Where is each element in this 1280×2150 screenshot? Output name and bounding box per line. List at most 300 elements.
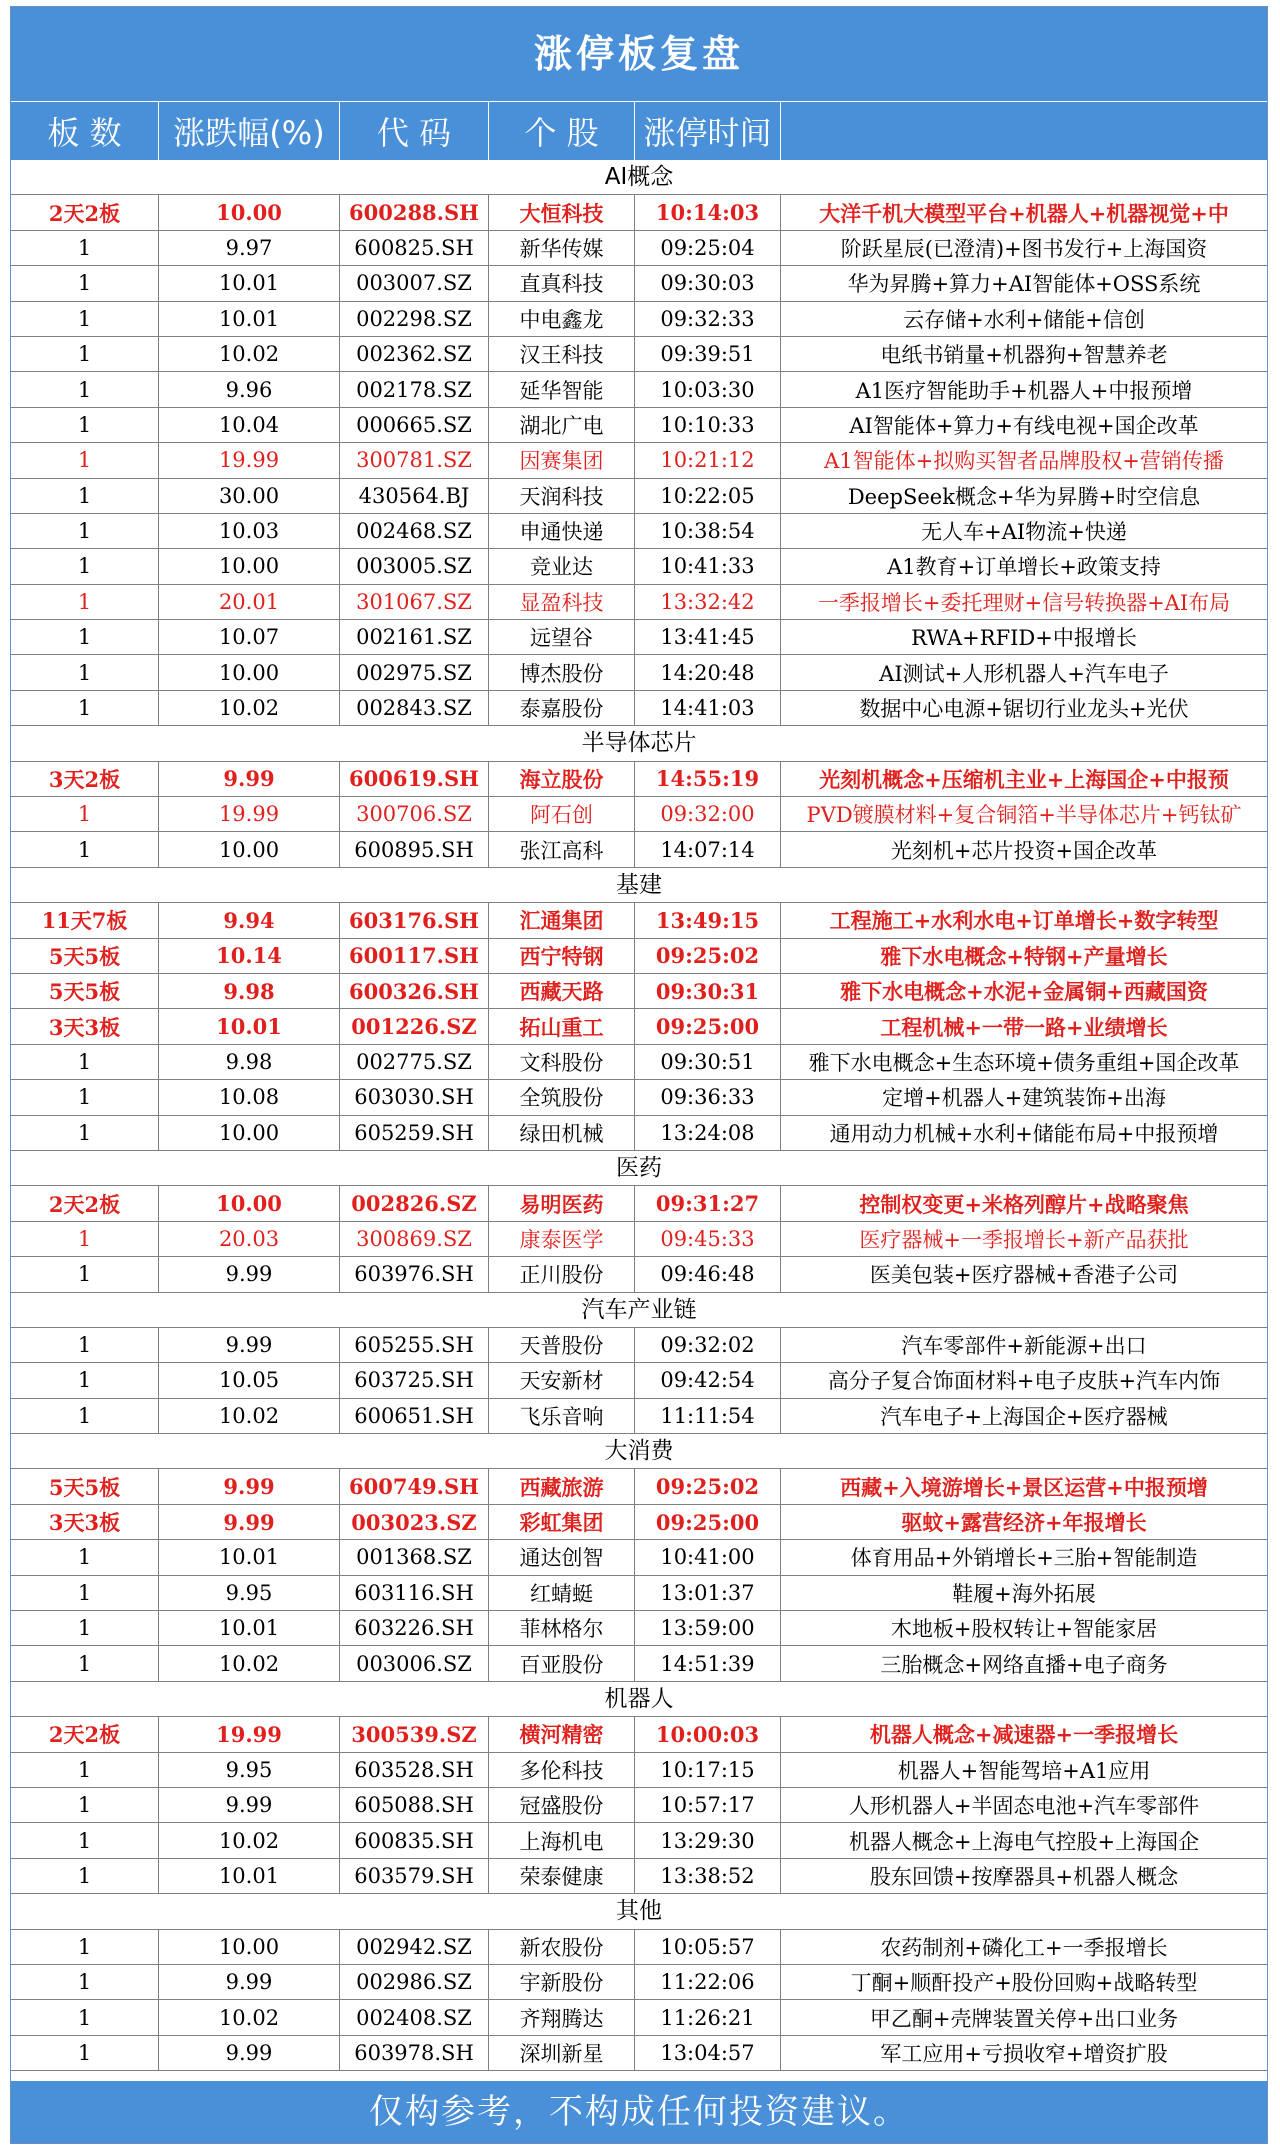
board-count-cell: 1 [11, 1080, 159, 1114]
limit-time-cell: 09:31:27 [635, 1186, 781, 1220]
limit-time-cell: 09:25:00 [635, 1009, 781, 1043]
stock-code-cell: 002408.SZ [340, 2000, 489, 2034]
stock-name-cell: 西宁特钢 [489, 939, 635, 973]
stock-name-cell: 竞业达 [489, 549, 635, 583]
limit-time-cell: 10:57:17 [635, 1788, 781, 1822]
board-count-cell: 1 [11, 302, 159, 336]
stock-code-cell: 301067.SZ [340, 585, 489, 619]
table-row [11, 1116, 1267, 1151]
table-row [11, 1540, 1267, 1575]
board-count-cell: 1 [11, 620, 159, 654]
change-pct-cell: 10.03 [159, 514, 340, 548]
group-header: 医药 [11, 1151, 1267, 1186]
group-header: 半导体芯片 [11, 726, 1267, 761]
table-row [11, 337, 1267, 372]
table-row [11, 1859, 1267, 1894]
reason-cell: 农药制剂+磷化工+一季报增长 [880, 1935, 1168, 1960]
change-pct-cell: 19.99 [159, 443, 340, 477]
limit-time-cell: 14:41:03 [635, 691, 781, 725]
table-row [11, 372, 1267, 407]
group-header: 基建 [11, 868, 1267, 903]
board-count-cell: 3天3板 [11, 1505, 159, 1539]
reason-cell: PVD镀膜材料+复合铜箔+半导体芯片+钙钛矿 [806, 803, 1242, 828]
board-count-cell: 1 [11, 2000, 159, 2034]
limit-time-cell: 14:55:19 [635, 762, 781, 796]
change-pct-cell: 10.01 [159, 1611, 340, 1645]
limit-time-cell: 09:30:51 [635, 1045, 781, 1079]
stock-code-cell: 603579.SH [340, 1859, 489, 1893]
stock-code-cell: 600835.SH [340, 1823, 489, 1857]
stock-name-cell: 泰嘉股份 [489, 691, 635, 725]
reason-cell: 高分子复合饰面材料+电子皮肤+汽车内饰 [827, 1369, 1221, 1394]
stock-code-cell: 600619.SH [340, 762, 489, 796]
stock-name-cell: 申通快递 [489, 514, 635, 548]
stock-name-cell: 海立股份 [489, 762, 635, 796]
reason-cell: 通用动力机械+水利+储能布局+中报预增 [829, 1121, 1219, 1146]
limit-time-cell: 09:25:02 [635, 1469, 781, 1503]
table-row [11, 620, 1267, 655]
limit-time-cell: 14:07:14 [635, 832, 781, 866]
table-row [11, 514, 1267, 549]
stock-name-cell: 横河精密 [489, 1717, 635, 1751]
table-row [11, 1080, 1267, 1115]
change-pct-cell: 9.98 [159, 974, 340, 1008]
page-title: 涨停板复盘 [11, 7, 1267, 101]
board-count-cell: 2天2板 [11, 1186, 159, 1220]
stock-name-cell: 中电鑫龙 [489, 302, 635, 336]
board-count-cell: 1 [11, 372, 159, 406]
stock-code-cell: 300706.SZ [340, 797, 489, 831]
board-count-cell: 1 [11, 1363, 159, 1397]
header-code: 代 码 [340, 102, 489, 160]
reason-cell: 鞋履+海外拓展 [952, 1581, 1096, 1606]
change-pct-cell: 9.95 [159, 1753, 340, 1787]
change-pct-cell: 9.99 [159, 1965, 340, 1999]
stock-name-cell: 拓山重工 [489, 1009, 635, 1043]
reason-cell: 雅下水电概念+水泥+金属铜+西藏国资 [840, 979, 1208, 1005]
reason-cell: 阶跃星辰(已澄清)+图书发行+上海国资 [840, 236, 1208, 261]
change-pct-cell: 10.02 [159, 1646, 340, 1680]
limit-time-cell: 11:22:06 [635, 1965, 781, 1999]
stock-name-cell: 易明医药 [489, 1186, 635, 1220]
stock-name-cell: 新华传媒 [489, 231, 635, 265]
table-row [11, 549, 1267, 584]
stock-code-cell: 600895.SH [340, 832, 489, 866]
limit-time-cell: 09:32:00 [635, 797, 781, 831]
table-row [11, 302, 1267, 337]
stock-name-cell: 红蜻蜓 [489, 1576, 635, 1610]
stock-name-cell: 天润科技 [489, 479, 635, 513]
table-row [11, 1611, 1267, 1646]
stock-name-cell: 正川股份 [489, 1257, 635, 1291]
stock-code-cell: 002975.SZ [340, 655, 489, 689]
reason-cell: 机器人概念+减速器+一季报增长 [869, 1722, 1179, 1748]
board-count-cell: 1 [11, 1399, 159, 1433]
stock-code-cell: 603116.SH [340, 1576, 489, 1610]
limit-time-cell: 13:41:45 [635, 620, 781, 654]
reason-cell: 驱蚊+露营经济+年报增长 [901, 1510, 1147, 1536]
change-pct-cell: 10.01 [159, 1540, 340, 1574]
reason-cell: 大洋千机大模型平台+机器人+机器视觉+中 [819, 200, 1229, 226]
reason-cell: 三胎概念+网络直播+电子商务 [880, 1652, 1168, 1677]
group-header: AI概念 [11, 160, 1267, 195]
stock-code-cell: 002362.SZ [340, 337, 489, 371]
stock-code-cell: 000665.SZ [340, 408, 489, 442]
stock-code-cell: 603978.SH [340, 2036, 489, 2070]
stock-name-cell: 因赛集团 [489, 443, 635, 477]
stock-code-cell: 603528.SH [340, 1753, 489, 1787]
table-row [11, 832, 1267, 867]
header-boards: 板 数 [11, 102, 159, 160]
reason-cell: 木地板+股权转让+智能家居 [890, 1617, 1158, 1642]
board-count-cell: 2天2板 [11, 195, 159, 229]
stock-name-cell: 全筑股份 [489, 1080, 635, 1114]
stock-name-cell: 荣泰健康 [489, 1859, 635, 1893]
change-pct-cell: 10.00 [159, 549, 340, 583]
stock-name-cell: 西藏旅游 [489, 1469, 635, 1503]
limit-time-cell: 14:20:48 [635, 655, 781, 689]
table-row [11, 408, 1267, 443]
limit-time-cell: 09:32:02 [635, 1328, 781, 1362]
change-pct-cell: 10.14 [159, 939, 340, 973]
reason-cell: 控制权变更+米格列醇片+战略聚焦 [859, 1191, 1189, 1217]
limit-time-cell: 13:49:15 [635, 903, 781, 937]
change-pct-cell: 9.98 [159, 1045, 340, 1079]
board-count-cell: 11天7板 [11, 903, 159, 937]
change-pct-cell: 10.07 [159, 620, 340, 654]
stock-code-cell: 600117.SH [340, 939, 489, 973]
stock-name-cell: 博杰股份 [489, 655, 635, 689]
change-pct-cell: 10.08 [159, 1080, 340, 1114]
stock-name-cell: 阿石创 [489, 797, 635, 831]
stock-name-cell: 显盈科技 [489, 585, 635, 619]
change-pct-cell: 9.99 [159, 1328, 340, 1362]
change-pct-cell: 10.02 [159, 691, 340, 725]
board-count-cell: 1 [11, 408, 159, 442]
change-pct-cell: 30.00 [159, 479, 340, 513]
table-row [11, 1930, 1267, 1965]
limit-time-cell: 13:29:30 [635, 1823, 781, 1857]
board-count-cell: 1 [11, 1930, 159, 1964]
board-count-cell: 1 [11, 1859, 159, 1893]
change-pct-cell: 10.02 [159, 1399, 340, 1433]
table-row [11, 1646, 1267, 1681]
table-row [11, 266, 1267, 301]
reason-cell: DeepSeek概念+华为昇腾+时空信息 [847, 484, 1201, 509]
table-row [11, 655, 1267, 690]
change-pct-cell: 9.99 [159, 1469, 340, 1503]
table-row [11, 1045, 1267, 1080]
table-row [11, 1257, 1267, 1292]
table-row [11, 1363, 1267, 1398]
reason-cell: 人形机器人+半固态电池+汽车零部件 [848, 1794, 1200, 1819]
change-pct-cell: 10.02 [159, 1823, 340, 1857]
limit-time-cell: 13:24:08 [635, 1116, 781, 1150]
limit-time-cell: 09:36:33 [635, 1080, 781, 1114]
board-count-cell: 1 [11, 1257, 159, 1291]
table-row [11, 231, 1267, 266]
stock-name-cell: 冠盛股份 [489, 1788, 635, 1822]
limit-time-cell: 13:38:52 [635, 1859, 781, 1893]
limit-time-cell: 10:00:03 [635, 1717, 781, 1751]
board-count-cell: 2天2板 [11, 1717, 159, 1751]
board-count-cell: 1 [11, 1540, 159, 1574]
stock-code-cell: 002178.SZ [340, 372, 489, 406]
stock-name-cell: 文科股份 [489, 1045, 635, 1079]
header-stock: 个 股 [489, 102, 635, 160]
change-pct-cell: 10.02 [159, 2000, 340, 2034]
change-pct-cell: 10.05 [159, 1363, 340, 1397]
stock-code-cell: 603030.SH [340, 1080, 489, 1114]
reason-cell: 电纸书销量+机器狗+智慧养老 [880, 343, 1168, 368]
reason-cell: RWA+RFID+中报增长 [911, 626, 1137, 651]
stock-code-cell: 001368.SZ [340, 1540, 489, 1574]
reason-cell: 甲乙酮+壳牌装置关停+出口业务 [869, 2006, 1179, 2031]
limit-time-cell: 10:41:00 [635, 1540, 781, 1574]
header-limit-time: 涨停时间 [635, 102, 781, 160]
board-count-cell: 1 [11, 231, 159, 265]
change-pct-cell: 9.96 [159, 372, 340, 406]
table-row [11, 479, 1267, 514]
reason-cell: 丁酮+顺酐投产+股份回购+战略转型 [850, 1971, 1198, 1996]
board-count-cell: 1 [11, 585, 159, 619]
reason-cell: 汽车电子+上海国企+医疗器械 [880, 1404, 1168, 1429]
change-pct-cell: 9.99 [159, 762, 340, 796]
board-count-cell: 1 [11, 797, 159, 831]
change-pct-cell: 9.99 [159, 1505, 340, 1539]
reason-cell: 无人车+AI物流+快递 [921, 520, 1127, 545]
stock-name-cell: 天普股份 [489, 1328, 635, 1362]
table-row [11, 1753, 1267, 1788]
table-row [11, 1328, 1267, 1363]
stock-name-cell: 远望谷 [489, 620, 635, 654]
board-count-cell: 1 [11, 832, 159, 866]
reason-cell: 股东回馈+按摩器具+机器人概念 [869, 1864, 1179, 1889]
stock-name-cell: 直真科技 [489, 266, 635, 300]
stock-code-cell: 003007.SZ [340, 266, 489, 300]
reason-cell: 数据中心电源+锯切行业龙头+光伏 [859, 697, 1189, 722]
change-pct-cell: 9.99 [159, 2036, 340, 2070]
table-row [11, 585, 1267, 620]
table-row [11, 1469, 1267, 1504]
board-count-cell: 1 [11, 1328, 159, 1362]
stock-code-cell: 430564.BJ [340, 479, 489, 513]
stock-name-cell: 深圳新星 [489, 2036, 635, 2070]
stock-name-cell: 汉王科技 [489, 337, 635, 371]
board-count-cell: 1 [11, 479, 159, 513]
stock-name-cell: 西藏天路 [489, 974, 635, 1008]
board-count-cell: 3天2板 [11, 762, 159, 796]
stock-code-cell: 603976.SH [340, 1257, 489, 1291]
reason-cell: 汽车零部件+新能源+出口 [901, 1334, 1147, 1359]
reason-cell: 医美包装+医疗器械+香港子公司 [869, 1263, 1179, 1288]
stock-name-cell: 张江高科 [489, 832, 635, 866]
reason-cell: 工程机械+一带一路+业绩增长 [880, 1014, 1168, 1040]
table-row [11, 1965, 1267, 2000]
change-pct-cell: 19.99 [159, 797, 340, 831]
board-count-cell: 1 [11, 1965, 159, 1999]
board-count-cell: 3天3板 [11, 1009, 159, 1043]
header-reason [781, 102, 1267, 160]
stock-code-cell: 605255.SH [340, 1328, 489, 1362]
limit-time-cell: 09:39:51 [635, 337, 781, 371]
change-pct-cell: 10.00 [159, 655, 340, 689]
limit-time-cell: 10:10:33 [635, 408, 781, 442]
stock-code-cell: 605259.SH [340, 1116, 489, 1150]
limit-time-cell: 09:30:03 [635, 266, 781, 300]
reason-cell: 雅下水电概念+生态环境+债务重组+国企改革 [808, 1050, 1240, 1075]
table-row [11, 974, 1267, 1009]
reason-cell: 机器人+智能驾培+A1应用 [897, 1758, 1151, 1783]
limit-time-cell: 10:03:30 [635, 372, 781, 406]
reason-cell: 光刻机+芯片投资+国企改革 [890, 838, 1158, 863]
limit-time-cell: 09:42:54 [635, 1363, 781, 1397]
stock-code-cell: 300539.SZ [340, 1717, 489, 1751]
stock-name-cell: 康泰医学 [489, 1222, 635, 1256]
stock-name-cell: 绿田机械 [489, 1116, 635, 1150]
board-count-cell: 5天5板 [11, 1469, 159, 1503]
board-count-cell: 1 [11, 2036, 159, 2070]
table-row [11, 195, 1267, 230]
limit-up-review-sheet [10, 6, 1268, 2144]
change-pct-cell: 10.02 [159, 337, 340, 371]
stock-name-cell: 汇通集团 [489, 903, 635, 937]
reason-cell: 医疗器械+一季报增长+新产品获批 [859, 1227, 1189, 1252]
limit-time-cell: 09:46:48 [635, 1257, 781, 1291]
limit-time-cell: 09:25:04 [635, 231, 781, 265]
table-row [11, 797, 1267, 832]
change-pct-cell: 19.99 [159, 1717, 340, 1751]
table-row [11, 1823, 1267, 1858]
stock-code-cell: 002843.SZ [340, 691, 489, 725]
table-row [11, 1717, 1267, 1752]
change-pct-cell: 10.01 [159, 1859, 340, 1893]
stock-code-cell: 003005.SZ [340, 549, 489, 583]
change-pct-cell: 10.00 [159, 1930, 340, 1964]
board-count-cell: 1 [11, 1116, 159, 1150]
stock-code-cell: 300781.SZ [340, 443, 489, 477]
table-row [11, 1505, 1267, 1540]
limit-time-cell: 09:32:33 [635, 302, 781, 336]
stock-name-cell: 大恒科技 [489, 195, 635, 229]
group-header: 汽车产业链 [11, 1293, 1267, 1328]
stock-name-cell: 天安新材 [489, 1363, 635, 1397]
limit-time-cell: 10:38:54 [635, 514, 781, 548]
stock-name-cell: 通达创智 [489, 1540, 635, 1574]
reason-cell: 体育用品+外销增长+三胎+智能制造 [850, 1546, 1198, 1571]
stock-name-cell: 宇新股份 [489, 1965, 635, 1999]
limit-time-cell: 13:32:42 [635, 585, 781, 619]
board-count-cell: 1 [11, 514, 159, 548]
change-pct-cell: 9.95 [159, 1576, 340, 1610]
stock-code-cell: 603176.SH [340, 903, 489, 937]
board-count-cell: 5天5板 [11, 974, 159, 1008]
stock-name-cell: 新农股份 [489, 1930, 635, 1964]
limit-time-cell: 10:05:57 [635, 1930, 781, 1964]
change-pct-cell: 10.01 [159, 302, 340, 336]
reason-cell: AI智能体+算力+有线电视+国企改革 [849, 413, 1199, 438]
table-row [11, 903, 1267, 938]
stock-code-cell: 002986.SZ [340, 1965, 489, 1999]
stock-name-cell: 上海机电 [489, 1823, 635, 1857]
stock-code-cell: 002826.SZ [340, 1186, 489, 1220]
change-pct-cell: 10.04 [159, 408, 340, 442]
limit-time-cell: 13:59:00 [635, 1611, 781, 1645]
stock-code-cell: 002298.SZ [340, 302, 489, 336]
stock-name-cell: 百亚股份 [489, 1646, 635, 1680]
board-count-cell: 1 [11, 337, 159, 371]
change-pct-cell: 10.00 [159, 1116, 340, 1150]
limit-time-cell: 13:01:37 [635, 1576, 781, 1610]
change-pct-cell: 10.00 [159, 195, 340, 229]
stock-code-cell: 600749.SH [340, 1469, 489, 1503]
limit-time-cell: 09:25:00 [635, 1505, 781, 1539]
stock-code-cell: 002775.SZ [340, 1045, 489, 1079]
change-pct-cell: 20.01 [159, 585, 340, 619]
board-count-cell: 1 [11, 1823, 159, 1857]
table-body [11, 160, 1267, 2071]
board-count-cell: 1 [11, 266, 159, 300]
stock-code-cell: 603226.SH [340, 1611, 489, 1645]
stock-code-cell: 605088.SH [340, 1788, 489, 1822]
limit-time-cell: 10:21:12 [635, 443, 781, 477]
table-row [11, 1009, 1267, 1044]
stock-name-cell: 菲林格尔 [489, 1611, 635, 1645]
reason-cell: A1医疗智能助手+机器人+中报预增 [855, 378, 1193, 403]
board-count-cell: 1 [11, 1045, 159, 1079]
reason-cell: 光刻机概念+压缩机主业+上海国企+中报预 [819, 766, 1229, 792]
board-count-cell: 1 [11, 691, 159, 725]
reason-cell: 华为昇腾+算力+AI智能体+OSS系统 [847, 272, 1201, 297]
reason-cell: 云存储+水利+储能+信创 [903, 307, 1145, 332]
change-pct-cell: 10.01 [159, 266, 340, 300]
stock-code-cell: 003023.SZ [340, 1505, 489, 1539]
board-count-cell: 1 [11, 1753, 159, 1787]
limit-time-cell: 10:14:03 [635, 195, 781, 229]
change-pct-cell: 20.03 [159, 1222, 340, 1256]
table-row [11, 2036, 1267, 2071]
reason-cell: 一季报增长+委托理财+信号转换器+AI布局 [817, 590, 1231, 615]
limit-time-cell: 13:04:57 [635, 2036, 781, 2070]
stock-code-cell: 600326.SH [340, 974, 489, 1008]
stock-code-cell: 300869.SZ [340, 1222, 489, 1256]
change-pct-cell: 10.00 [159, 1186, 340, 1220]
stock-code-cell: 002161.SZ [340, 620, 489, 654]
change-pct-cell: 9.94 [159, 903, 340, 937]
change-pct-cell: 10.00 [159, 832, 340, 866]
group-header: 大消费 [11, 1434, 1267, 1469]
group-header: 机器人 [11, 1682, 1267, 1717]
stock-code-cell: 001226.SZ [340, 1009, 489, 1043]
limit-time-cell: 09:30:31 [635, 974, 781, 1008]
stock-name-cell: 飞乐音响 [489, 1399, 635, 1433]
table-row [11, 939, 1267, 974]
stock-name-cell: 多伦科技 [489, 1753, 635, 1787]
stock-name-cell: 彩虹集团 [489, 1505, 635, 1539]
table-row [11, 2000, 1267, 2035]
reason-cell: AI测试+人形机器人+汽车电子 [879, 661, 1169, 686]
reason-cell: 雅下水电概念+特钢+产量增长 [880, 943, 1168, 969]
table-row [11, 1222, 1267, 1257]
table-header [11, 101, 1267, 160]
reason-cell: A1教育+订单增长+政策支持 [887, 555, 1161, 580]
stock-code-cell: 002942.SZ [340, 1930, 489, 1964]
change-pct-cell: 10.01 [159, 1009, 340, 1043]
limit-time-cell: 10:22:05 [635, 479, 781, 513]
stock-code-cell: 600288.SH [340, 195, 489, 229]
board-count-cell: 1 [11, 1576, 159, 1610]
board-count-cell: 5天5板 [11, 939, 159, 973]
